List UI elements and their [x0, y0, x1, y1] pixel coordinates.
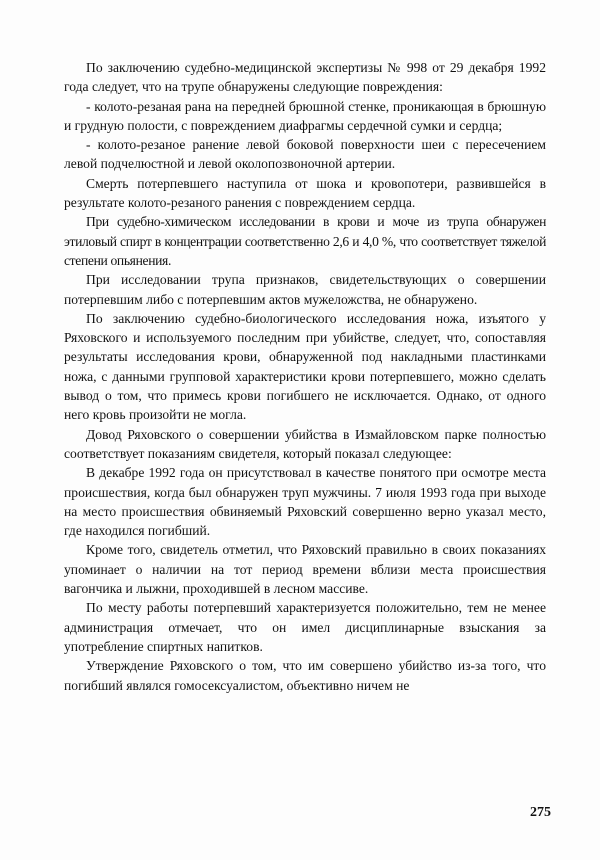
paragraph-chemical-analysis: При судебно-химическом исследовании в крови и моче из трупа обнаружен этиловый спирт в концентрации соответственно 2,6 и 4,0 %, что соответствует тяжелой степени опьянения. — [64, 214, 546, 268]
paragraph-motive-claim: Утверждение Ряховского о том, что им совершено убийство из-за того, что погибший являлся гомосексуалистом, объективно ничем не — [64, 658, 546, 693]
paragraph-neck-wound: - колото-резаное ранение левой боковой поверхности шеи с пересечением левой подчелюстной и левой околопозвоночной артерии. — [64, 137, 546, 172]
paragraph-knife-analysis: По заключению судебно-биологического исследования ножа, изъятого у Ряховского и используемого последним при убийстве, следует, что, сопоставляя результаты исследования крови, обнаруженной под накладными пластинками ножа, с данными групповой характеристики крови потерпевшего, можно сделать вывод о том, что примесь крови погибшего не исключается. Однако, от одного него кровь произойти не могла. — [64, 310, 546, 423]
paragraph-victim-character: По месту работы потерпевший характеризуется положительно, тем не менее администрация отмечает, что он имел дисциплинарные взыскания за употребление спиртных напитков. — [64, 600, 546, 654]
paragraph-body-examination: При исследовании трупа признаков, свидетельствующих о совершении потерпевшим либо с потерпевшим актов мужеложства, не обнаружено. — [64, 272, 546, 307]
paragraph-abdominal-wound: - колото-резаная рана на передней брюшной стенке, проникающая в брюшную и грудную полости, с повреждением диафрагмы сердечной сумки и сердца; — [64, 98, 546, 133]
body-text — [64, 58, 546, 695]
paragraph-murder-location: Довод Ряховского о совершении убийства в Измайловском парке полностью соответствует показаниям свидетеля, который показал следующее: — [64, 426, 546, 461]
paragraph-witness-details: Кроме того, свидетель отметил, что Ряховский правильно в своих показаниях упоминает о наличии на тот период времени вблизи места происшествия вагончика и лыжни, проходившей в лесном массиве. — [64, 542, 546, 597]
paragraph-cause-of-death: Смерть потерпевшего наступила от шока и кровопотери, развившейся в результате колото-резаного ранения с повреждением сердца. — [64, 175, 546, 211]
paragraph-expert-conclusion: По заключению судебно-медицинской экспертизы № 998 от 29 декабря 1992 года следует, что на трупе обнаружены следующие повреждения: — [64, 60, 546, 95]
paragraph-witness-testimony: В декабре 1992 года он присутствовал в качестве понятого при осмотре места происшествия, когда был обнаружен труп мужчины. 7 июля 1993 года при выходе на место происшествия обвиняемый Ряховский совершенно верно указал место, где находился погибший. — [64, 465, 546, 539]
page-number: 275 — [530, 805, 551, 820]
